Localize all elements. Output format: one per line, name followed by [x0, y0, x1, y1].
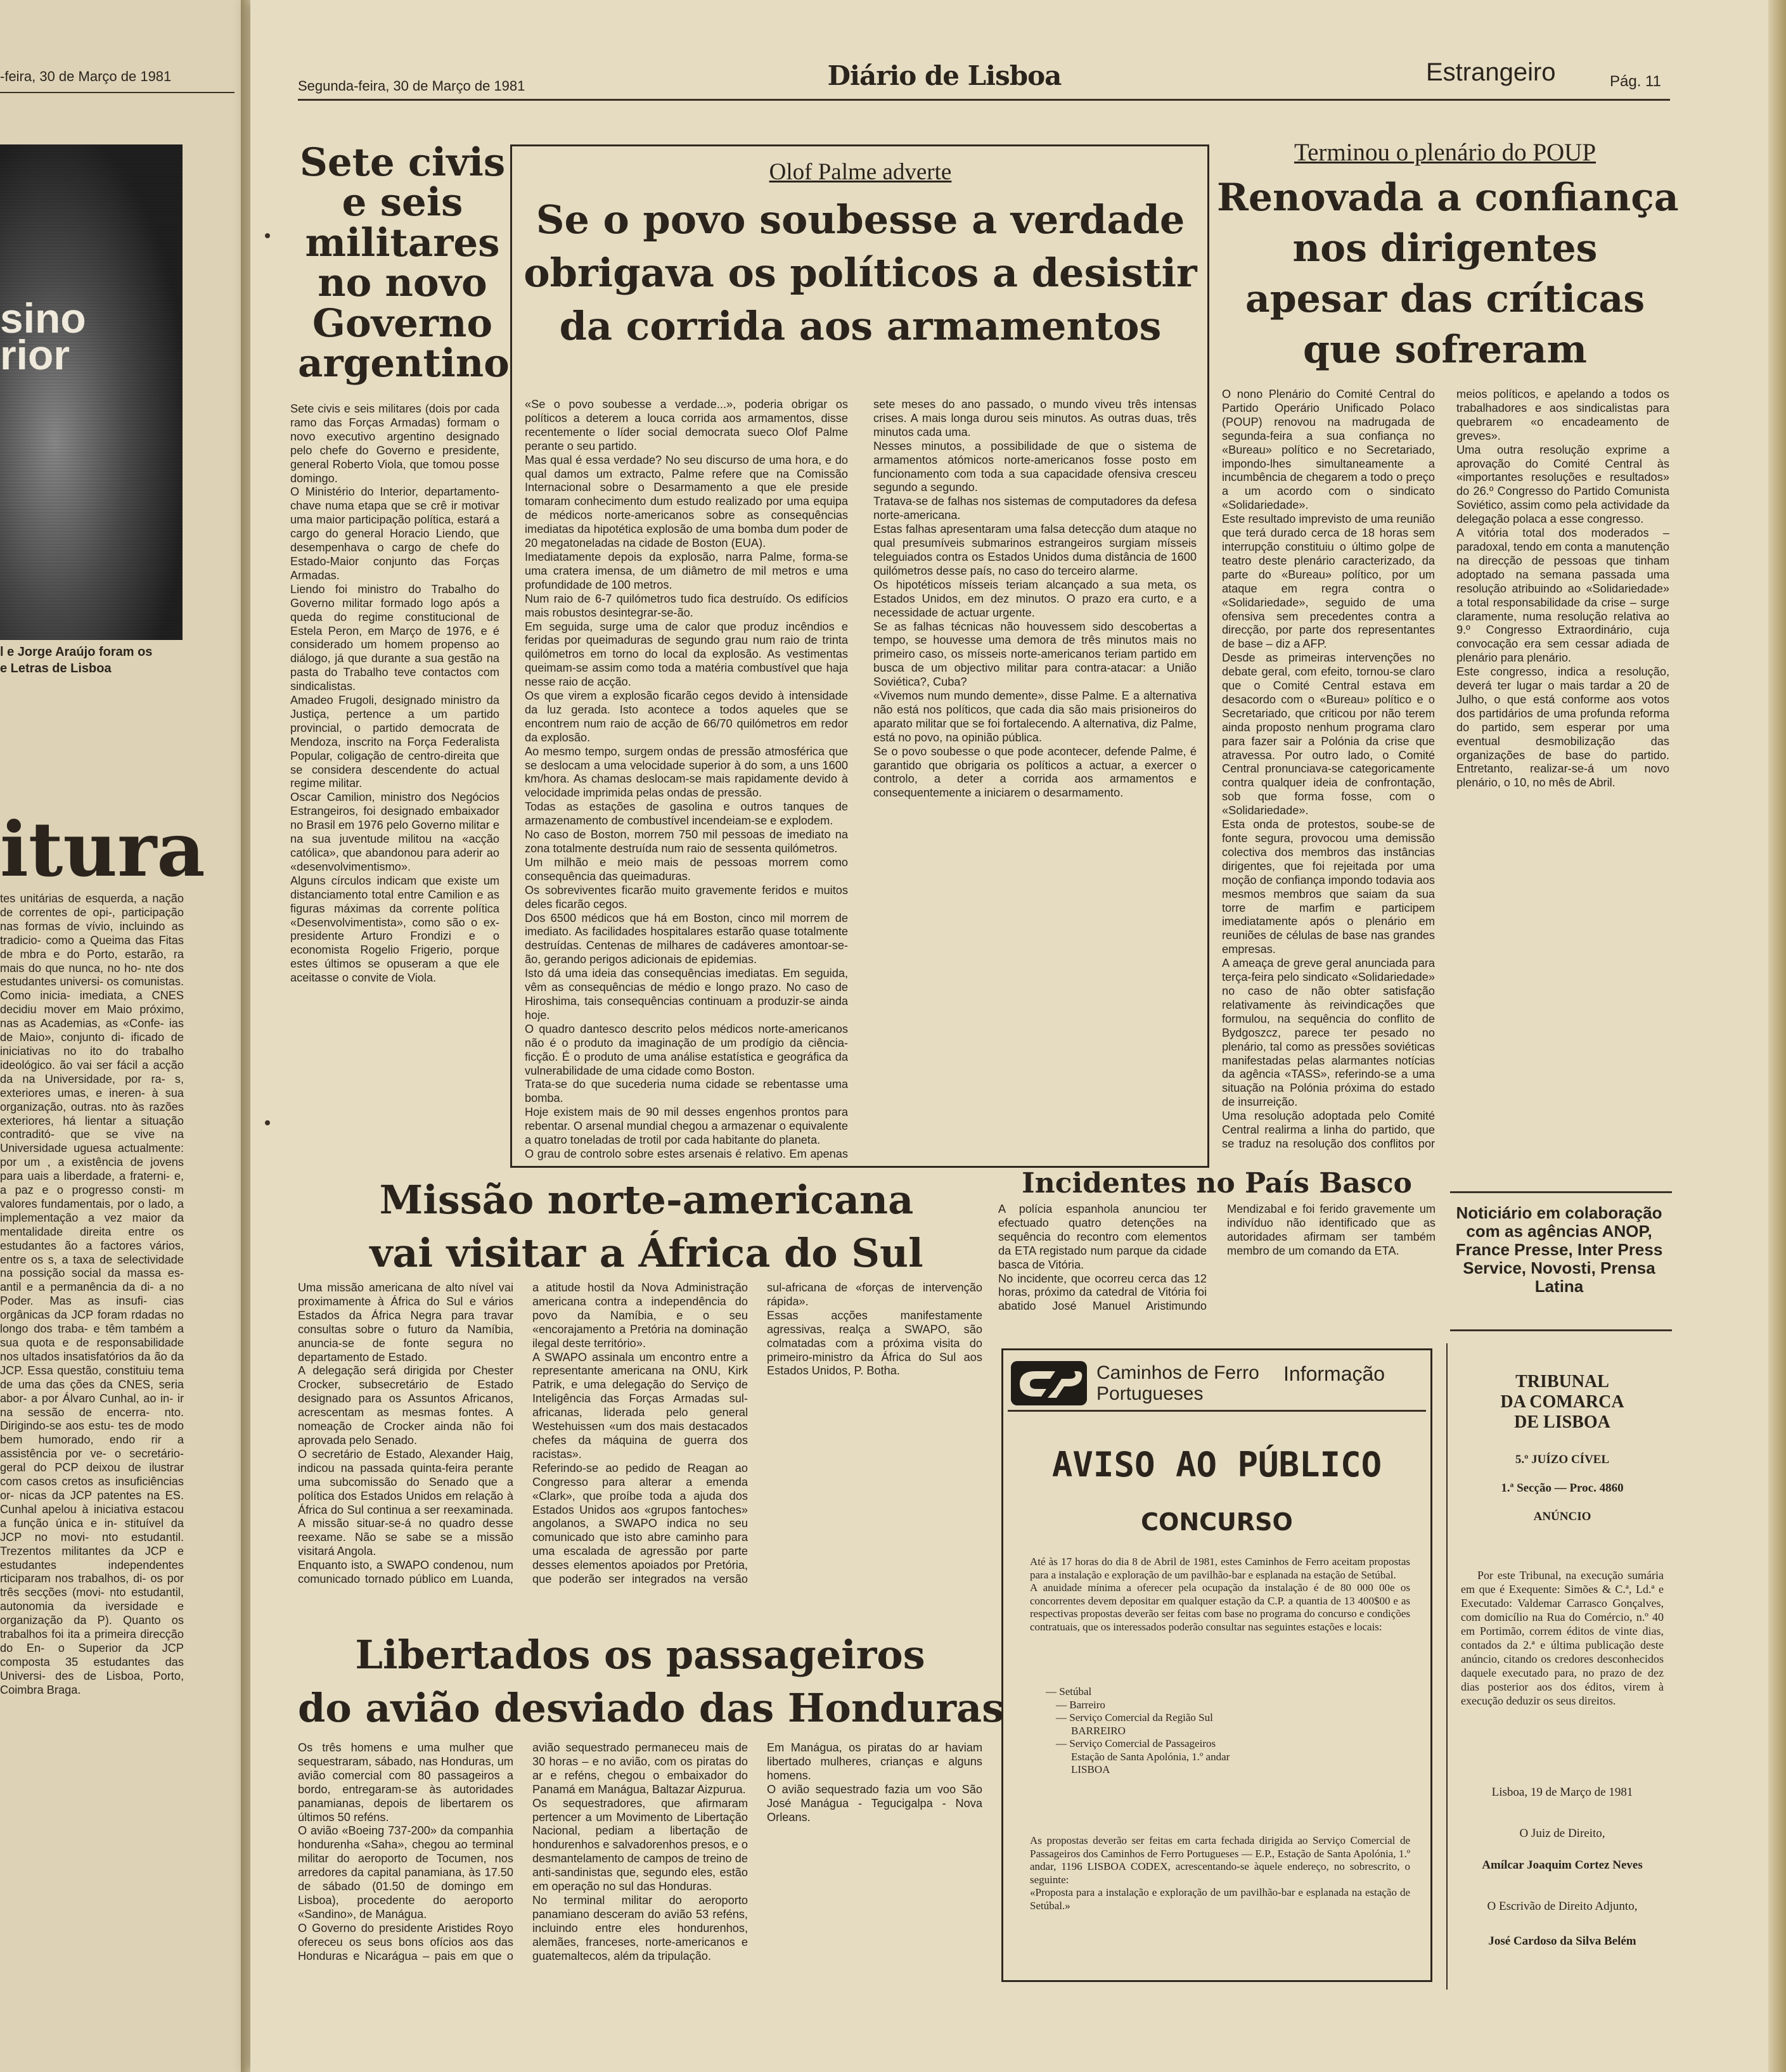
cp-place: — Serviço Comercial de Passageiros	[1056, 1737, 1216, 1749]
facing-page	[0, 0, 244, 2072]
header-rule	[298, 99, 1670, 101]
tribunal-clerk-name: José Cardoso da Silva Belém	[1488, 1935, 1636, 1948]
basco-headline: Incidentes no País Basco	[1022, 1167, 1412, 1199]
palme-headline: Se o povo soubesse a verdade obrigava os políticos a desistir da corrida aos armamentos	[524, 196, 1197, 349]
facing-header-rule	[0, 92, 234, 93]
argentina-body-text: Sete civis e seis militares (dois por cada ramo das Forças Armadas) formam o novo executivo argentino designado pelo chefe do Governo e presidente, general Roberto Viola, que tomou posse domingo. O Ministério do Interior, departamento-chave numa etapa que se crê ir motivar uma maior participação política, estará a cargo do general Horacio Liendo, que desempenhava o cargo de chefe do Estado-Maior conjunto das Forças Armadas. Liendo foi ministro do Trabalho do Governo militar formado logo após a queda do regime constitucional de Estela Peron, em Março de 1976, e é considerado um homem propenso ao diálogo, já que durante a sua gestão na pasta do Trabalho teve contactos com sindicalistas. Amadeo Frugoli, designado ministro da Justiça, pertence a um partido provincial, o partido democrata de Mendoza, inscrito na Força Federalista Popular, coligação de centro-direita que se considera descendente do actual regime militar. Oscar Camilion, ministro dos Negócios Estrangeiros, foi designado embaixador no Brasil em 1976 pelo Governo militar e na sua juventude militou na «acção católica», que abandonou para aderir ao «desenvolvimentismo». Alguns círculos indicam que existe um distanciamento total entre Camilion e as figuras máximas da corrente política «Desenvolvimentista», como são o ex-presidente Arturo Frondizi e o economista Rogelio Frigerio, porque estes últimos se opuseram a que ele aceitasse o convite de Viola.	[290, 402, 499, 985]
cp-subtitle: CONCURSO	[1141, 1508, 1293, 1536]
header-date: Segunda-feira, 30 de Março de 1981	[298, 78, 525, 94]
facing-page-date: -feira, 30 de Março de 1981	[0, 68, 172, 84]
tribunal-date: Lisboa, 19 de Março de 1981	[1491, 1786, 1633, 1799]
agencias-note: Noticiário em colaboração com as agências ANOP, France Presse, Inter Press Service, Novosti, Prensa Latina	[1455, 1203, 1663, 1296]
tribunal-title: TRIBUNAL DA COMARCA DE LISBOA	[1500, 1372, 1624, 1432]
tribunal-body: Por este Tribunal, na execução sumária em que é Exequente: Simões & C.ª, Ld.ª e Executado: Valdemar Carrasco Gonçalves, com domicílio na Rua do Comércio, n.º 40 em Portimão, correm éditos de vinte dias, contados da 2.ª e última publicação deste anúncio, citando os credores desconhecidos daquele executado para, no prazo de dez dias posterior aos dos éditos, virem à execução deduzir os seus direitos.	[1461, 1569, 1664, 1707]
cp-place: — Setúbal	[1046, 1685, 1092, 1698]
cp-places	[1046, 1685, 1401, 1777]
cp-place: LISBOA	[1071, 1763, 1110, 1775]
cp-company: Caminhos de Ferro Portugueses	[1096, 1362, 1259, 1404]
section-name: Estrangeiro	[1426, 58, 1556, 86]
palme-body: «Se o povo soubesse a verdade...», poderia obrigar os políticos a deterem a louca corrida aos armamentos, disse recentemente o líder social democrata sueco Olof Palme perante o seu partido. Mas qual é essa verdade? No seu discurso de uma hora, e do qual damos um extracto, Palme refere que na Comissão Internacional sobre o Desarmamento a que ele preside tomaram conhecimento dum estudo realizado por uma equipa de médicos norte-americanos sobre as consequências imediatas da hipotética explosão de uma bomba dum poder de 20 megatoneladas na cidade de Boston (EUA). Imediatamente depois da explosão, narra Palme, forma-se uma cratera imensa, de um diâmetro de mil metros e uma profundidade de 100 metros. Num raio de 6-7 quilómetros tudo fica destruído. Os edifícios mais robustos desintegrar-se-ão. Em seguida, surge uma de calor que produz incêndios e feridas por queimaduras de segundo grau num raio de trinta quilómetros em torno do local da explosão. As vestimentas queimam-se assim como toda a matéria combustível que haja nesse raio de acção. Os que virem a explosão ficarão cegos devido à intensidade da luz gerada. Isto acontece a todos aqueles que se encontrem num raio de acção de 66/70 quilómetros em redor da explosão. Ao mesmo tempo, surgem ondas de pressão atmosférica que se deslocam a uma velocidade superior à do som, a uns 1600 km/hora. As chamas deslocam-se mais rapidamente devido à velocidade imprimida pelas ondas de pressão. Todas as estações de gasolina e outros tanques de armazenamento de combustível incendeiam-se e explodem. No caso de Boston, morrem 750 mil pessoas de imediato na zona totalmente destruída num raio de sessenta quilómetros. Um milhão e meio mais de pessoas morrem como consequência das queimaduras. Os sobreviventes ficarão muito gravemente feridos e muitos deles ficarão cegos. Dos 6500 médicos que há em Boston, cinco mil morrem de imediato. As facilidades hospitalares estarão quase totalmente destruídas. Centenas de milhares de cadáveres amontoar-se-ão, gerando perigos adicionais de epidemias. Isto dá uma ideia das consequências imediatas. Em seguida, vêm as consequências de médio e longo prazo. No caso de Hiroshima, tais consequências continuam a produzir-se ainda hoje. O quadro dantesco descrito pelos médicos norte-americanos não é o produto da imaginação de um prodígio da ciência-ficção. É o produto de uma análise estatística e geográfica da vulnerabilidade de uma cidade como Boston. Trata-se do que sucederia numa cidade se rebentasse uma bomba. Hoje existem mais de 90 mil desses engenhos prontos para rebentar. O arsenal mundial chegou a armazenar o equivalente a quatro toneladas de trotil por cada habitante do planeta. O grau de controlo sobre estes arsenais é relativo. Em apenas sete meses do ano passado, o mundo viveu três intensas crises. A mais longa durou seis minutos. As outras duas, três minutos cada uma. Nesses minutos, a possibilidade de que o sistema de armamentos atómicos norte-americanos fosse posto em funcionamento com toda a sua capacidade ofensiva cresceu segundo a segundo. Tratava-se de falhas nos sistemas de computadores da defesa norte-americana. Estas falhas apresentaram uma falsa detecção dum ataque no qual presumíveis submarinos estrangeiros surgiam mísseis teleguiados contra os Estados Unidos duma distância de 1600 quilómetros desse país, no caso do terceiro alarme. Os hipotéticos mísseis teriam alcançado a sua meta, os Estados Unidos, em dez minutos. O prazo era curto, e a necessidade de actuar urgente. Se as falhas técnicas não houvessem sido descobertas a tempo, se houvesse uma demora de três minutos mais no primeiro caso, os mísseis norte-americanos teriam partido em busca de um objectivo militar para contra-atacar: a União Soviética?, Cuba? «Vivemos num mundo demente», disse Palme. E a alternativa não está nos políticos, que cada dia são mais prisioneiros do aparato militar que se foi fortalecendo. A alternativa, diz Palme, está no povo, na opinião pública. Se o povo soubesse o que pode acontecer, defende Palme, é garantido que obrigaria os políticos a actuar, a exercer o controlo, a deter a corrida aos armamentos e consequentemente a iniciarem o desarmamento.	[525, 398, 1197, 1160]
cp-place: BARREIRO	[1071, 1724, 1126, 1737]
argentina-body	[290, 402, 499, 1166]
argentina-headline: Sete civis e seis militares no novo Governo argentino	[298, 140, 510, 387]
facing-photo-caption: l e Jorge Araújo foram os e Letras de Lisboa	[0, 645, 153, 675]
cp-info: Informação	[1283, 1362, 1385, 1385]
basco-body: A polícia espanhola anunciou ter efectuado quatro detenções na sequência do recontro com elementos da ETA registado num parque da cidade basca de Vitória. No incidente, que ocorreu cerca das 12 horas, próximo da catedral de Vitória foi abatido José Manuel Aristimundo Mendizabal e foi ferido gravemente um indivíduo não identificado que as autoridades afirmam ser também membro de um comando da ETA.	[998, 1203, 1436, 1313]
poup-body: O nono Plenário do Comité Central do Partido Operário Unificado Polaco (POUP) renovou na madrugada de segunda-feira a sua confiança no «Bureau» político e no Secretariado, impondo-lhes simultaneamente a incumbência de chegarem a todo o preço a um acordo com o sindicato «Solidariedade». Este resultado imprevisto de uma reunião que terá durado cerca de 18 horas sem interrupção constituiu o último golpe de teatro deste plenário caracterizado, da parte do «Bureau» político, por um ataque em regra contra o «Solidariedade», seguido de uma ofensiva sem precedentes contra a direcção, por parte dos representantes de base – diz a AFP. Desde as primeiras intervenções no debate geral, com efeito, tornou-se claro que o Comité Central estava em desacordo com o «Bureau» político e o Secretariado, que criticou por não terem ainda proposto nenhum programa claro para fazer sair a Polónia da crise que atravessa. Por outro lado, o Comité Central pronunciava-se categoricamente contra qualquer ideia de confrontação, sob que forma fosse, com o «Solidariedade». Esta onda de protestos, soube-se de fonte segura, provocou uma demissão colectiva dos membros das instâncias dirigentes, que foi rejeitada por uma moção de confiança impondo todavia aos mesmos membros que saiam da sua torre de marfim e participem imediatamente após o plenário em reuniões de células de base nas grandes empresas. A ameaça de greve geral anunciada para terça-feira pelo sindicato «Solidariedade» no caso de não obter satisfação relativamente às reivindicações que formulou, na sequência do conflito de Bydgoszcz, parece ter pesado no plenário, tal como as pressões soviéticas manifestadas pelas alarmantes notícias da agência «TASS», referindo-se a uma situação na Polónia próxima do estado de insurreição. Uma resolução adoptada pelo Comité Central realirma a linha do partido, que se traduz na resolução dos conflitos por meios políticos, e apelando a todos os trabalhadores e aos sindicalistas para quebrarem «o encadeamento de greves». Uma outra resolução exprime a aprovação do Comité Central às «importantes resoluções e resultados» do 26.º Congresso do Partido Comunista Soviético, assim como pela actividade da delegação polaca a esse congresso. A vitória total dos moderados – paradoxal, tendo em conta a manutenção na direcção de pessoas que tinham adoptado na semana passada uma resolução atribuindo ao «Solidariedade» a total responsabilidade da crise – surge claramente, numa resolução relativa ao 9.º Congresso Extraordinário, cuja convocação era sem cessar adiada de plenário para plenário. Este congresso, indica a resolução, deverá ter lugar o mais tardar a 20 de Julho, o que está conforme aos votos dos partidários de uma profunda reforma do partido, sem esperar por uma eventual desmobilização das organizações de base do partido. Entretanto, realizar-se-á um novo plenário, o 10, no mês de Abril.	[1222, 388, 1669, 1150]
margin-mark	[265, 233, 270, 238]
cp-place: — Barreiro	[1056, 1698, 1105, 1711]
cp-outro: As propostas deverão ser feitas em carta fechada dirigida ao Serviço Comercial de Passageiros dos Caminhos de Ferro Portugueses — E.P., Estação de Santa Apolónia, 1.º andar, 1196 LISBOA CODEX, acrescentando-se àquele endereço, no sobrescrito, o seguinte: «Proposta para a instalação e exploração de um pavilhão-bar e esplanada na estação de Setúbal.»	[1030, 1834, 1410, 1912]
poup-headline: Renovada a confiança nos dirigentes apesar das críticas que sofreram	[1217, 176, 1679, 372]
tribunal-anuncio: ANÚNCIO	[1533, 1510, 1591, 1523]
facing-headline: itura	[0, 805, 205, 893]
cp-place: — Serviço Comercial da Região Sul	[1056, 1711, 1213, 1723]
africa-headline: Missão norte-americana vai visitar a África do Sul	[369, 1177, 923, 1276]
facing-photo	[0, 144, 183, 640]
page-number: Pág. 11	[1610, 73, 1661, 90]
tribunal-judge-title: O Juiz de Direito,	[1519, 1827, 1605, 1840]
page-edge	[1768, 0, 1786, 2072]
cp-intro: Até às 17 horas do dia 8 de Abril de 1981, estes Caminhos de Ferro aceitam propostas para a instalação e exploração de um pavilhão-bar e esplanada na estação de Setúbal. A anuidade mínima a oferecer pela ocupação da instalação é de 80 000 00e os concorrentes devem depositar em qualquer estação da C.P. a quantia de 13 400$00 e as respectivas propostas deverão ser feitas com base no programa do concurso e condições contratuais, que os interessados poderão consultar nas seguintes estações e locais:	[1030, 1556, 1410, 1633]
cp-header-rule	[1008, 1410, 1426, 1412]
tribunal-seccao: 1.ª Secção — Proc. 4860	[1501, 1481, 1624, 1495]
honduras-body: Os três homens e uma mulher que sequestraram, sábado, nas Honduras, um avião comercial com 80 passageiros a bordo, entregaram-se às autoridades panamianas, depois de libertarem os últimos 50 reféns. O avião «Boeing 737-200» da companhia hondurenha «Saha», chegou ao terminal militar do aeroporto de Tocumen, nos arredores da capital panamiana, às 17.50 de sábado (01.50 de domingo em Lisboa), procedente do aeroporto «Sandino», de Manágua. O Governo do presidente Aristides Royo ofereceu os seus bons ofícios aos das Honduras e Nicarágua – pais em que o avião sequestrado permaneceu mais de 30 horas – e no avião, com os piratas do ar e reféns, chegou o embaixador do Panamá em Manágua, Baltazar Aizpurua. Os sequestradores, que afirmaram pertencer a um Movimento de Libertação Nacional, pediam a libertação de hondurenhos e salvadorenhos presos, e o desmantelamento de campos de treino de anti-sandinistas que, segundo eles, estão em operação no sul das Honduras. No terminal militar do aeroporto panamiano desceram do avião 53 reféns, incluindo entre eles hondurenhos, alemães, franceses, norte-americanos e guatemaltecos, além da tripulação. Em Manágua, os piratas do ar haviam libertado mulheres, crianças e alguns homens. O avião sequestrado fazia um voo São José Manágua - Tegucigalpa - Nova Orleans.	[298, 1741, 982, 1962]
honduras-headline: Libertados os passageiros do avião desviado das Honduras	[298, 1632, 1005, 1731]
facing-body-text: tes unitárias de esquerda, a nação de correntes de opi-, participação nas formas de vívio, incluindo as tradicio- como a Queima das Fitas de mbra e do Porto, estarão, ra mais do que nunca, no ho- nte dos estudantes universi- os comunistas. Como inicia- imediata, a CNES decidiu mover em Maio próximo, nas as Academias, as «Confe- ias de Maio», conjunto di- ificado de iniciativas no ito do trabalho ideológico. ão vai ser fácil a acção da na Universidade, por ra- s, exteriores umas, e ineren- à sua organização, outras. nto às razões exteriores, há lientar a situação contraditó- que se vive na Universidade uguesa actualmente: por um , a existência de jovens para uais a liberdade, a fraterni- e, a paz e o progresso consti- m valores fundamentais, por o lado, a implementação a vez maior da mentalidade direita entre os estudantes ão a factores vários, entre os s, a taxa de selectividade na possição social da massa es- antil e a permanência da di- a no Poder. Mas as insufi- cias orgânicas da JCP foram rdadas no longo dos traba- e têm também a sua quota e de responsabilidade nos ultados insatisfatórios da ão da JCP. Essa questão, constituiu tema de uma das ções da CNES, seria abor- a por Álvaro Cunhal, ao in- ir na sessão de encerra- nto. Dirigindo-se aos estu- tes de modo bem humorado, endo rir a assistência por ve- o secretário-geral do PCP deixou de ilustrar com casos cretos as insuficiências or- nicas da JCP patentes na ES. Cunhal apelou à iniciativa estacou a função única e in- stituível da JCP no movi- nto estudantil. Trezentos militantes da JCP e estudantes independentes rticiparam nos trabalhos, di- os por três secções (movi- nto estudantil, autonomia da iversidade e organização da P). Quanto os trabalhos foi ita a primeira direcção do En- o Superior da JCP composta 35 estudantes das Universi- des de Lisboa, Porto, Coimbra Braga.	[0, 892, 184, 1696]
cp-title: AVISO AO PÚBLICO	[1051, 1445, 1382, 1485]
tribunal-clerk-title: O Escrivão de Direito Adjunto,	[1487, 1900, 1638, 1913]
poup-kicker: Terminou o plenário do POUP	[1294, 139, 1596, 166]
agencias-rule-bottom	[1450, 1329, 1672, 1331]
africa-body: Uma missão americana de alto nível vai proximamente à África do Sul e vários Estados da África Negra para travar consultas sobre o futuro da Namíbia, anuncia-se de fonte segura no departamento de Estado. A delegação será dirigida por Chester Crocker, subsecretário de Estado designado para os Assuntos Africanos, acrescentam as mesmas fontes. A nomeação de Crocker ainda não foi aprovada pelo Senado. O secretário de Estado, Alexander Haig, indicou na passada quinta-feira perante uma subcomissão do Senado que a política dos Estados Unidos em relação à África do Sul continua a ser reexaminada. A missão situar-se-á no quadro desse reexame. Não se sabe se a missão visitará Angola. Enquanto isto, a SWAPO condenou, num comunicado tornado público em Luanda, a atitude hostil da Nova Administração americana contra a independência do povo da Namíbia, e o seu «encorajamento a Pretória na dominação ilegal deste território». A SWAPO assinala um encontro entre a representante americana na ONU, Kirk Patrik, e uma delegação do Serviço de Inteligência das Forças Armadas sul-africanas, liderada pelo general Westehuissen «um dos mais destacados chefes da máquina de guerra dos racistas». Referindo-se ao pedido de Reagan ao Congresso para alterar a emenda «Clark», que proíbe toda a ajuda dos Estados Unidos aos «grupos fantoches» angolanos, a SWAPO indica no seu comunicado que isto abre caminho para uma escalada de agressão por parte desses elementos apoiados por Pretória, que poderão ser integrados na versão sul-africana de «forças de intervenção rápida». Essas acções manifestamente agressivas, realça a SWAPO, são colmatadas com a próxima visita do primeiro-ministro da África do Sul aos Estados Unidos, P. Botha.	[298, 1281, 982, 1586]
tribunal-judge-name: Amílcar Joaquim Cortez Neves	[1482, 1858, 1643, 1872]
margin-mark	[265, 1120, 270, 1125]
facing-photo-text: sino rior	[0, 295, 86, 378]
masthead: Diário de Lisboa	[827, 60, 1062, 91]
cp-logo-icon	[1011, 1361, 1087, 1405]
agencias-rule	[1450, 1191, 1672, 1193]
tribunal-juizo: 5.º JUÍZO CÍVEL	[1515, 1453, 1610, 1466]
tribunal-rule	[1446, 1343, 1448, 1990]
palme-kicker: Olof Palme adverte	[769, 159, 952, 185]
cp-place: Estação de Santa Apolónia, 1.º andar	[1071, 1750, 1230, 1763]
